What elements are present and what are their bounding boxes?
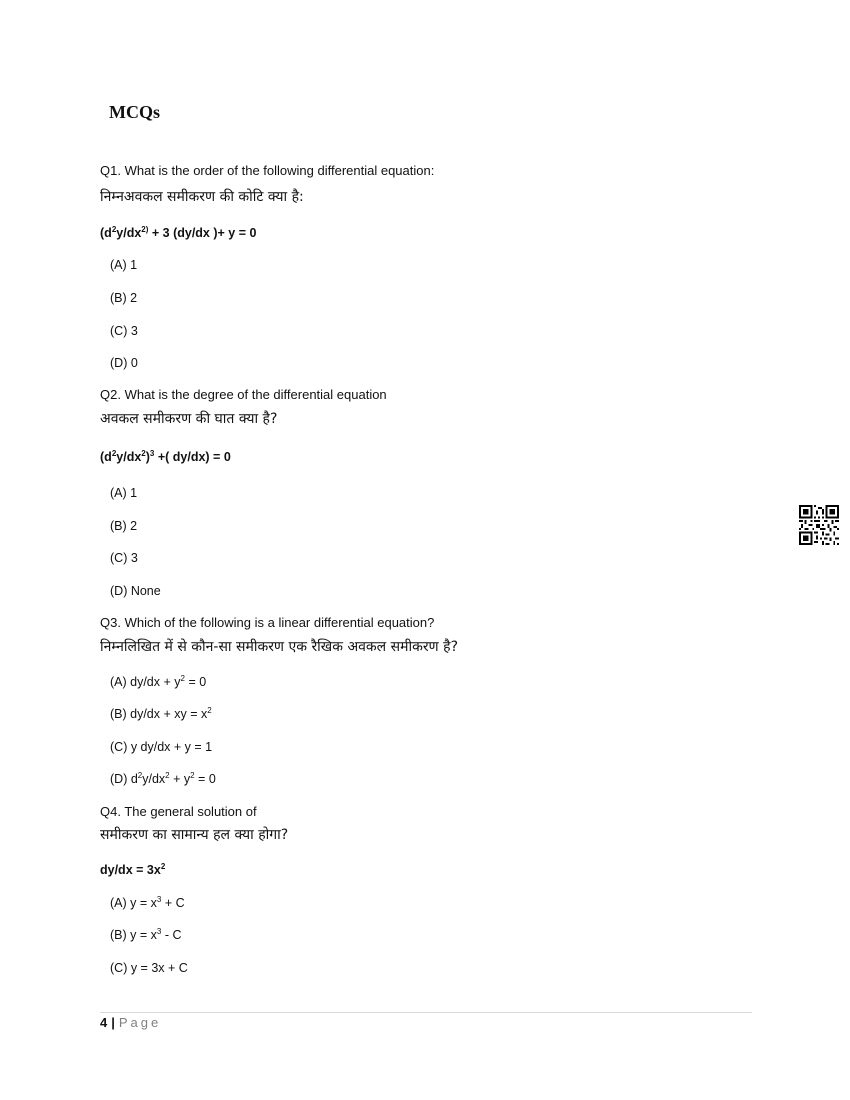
question-1-text: Q1. What is the order of the following differential equation:	[100, 163, 435, 178]
question-1-equation: ($d^2y/dx^{2)} + 3$ (dy/dx )+ y = 0	[100, 224, 257, 240]
question-4-option-b: (B) $y = x^3 - C$	[110, 926, 182, 942]
page-title: MCQs	[109, 102, 160, 122]
page-label: Page	[118, 1015, 162, 1030]
footer-divider	[100, 1012, 752, 1013]
question-3-option-d: (D) $d^2y/dx^2 + y^2 = 0$	[110, 770, 216, 786]
question-4-equation: $dy/dx = 3x^2$	[100, 861, 166, 877]
question-3-hindi: निम्नलिखित में से कौन-सा समीकरण एक रैखिक अवकल समीकरण है?	[100, 639, 458, 655]
qr-code-icon	[799, 505, 839, 545]
question-1-option-b: (B) 2	[110, 291, 138, 305]
question-3-option-a: (A) $dy/dx + y^2 = 0$	[110, 673, 207, 689]
question-2-option-b: (B) 2	[110, 519, 138, 533]
page-number: 4	[100, 1015, 108, 1030]
question-2-text: Q2. What is the degree of the differential equation	[100, 387, 387, 402]
question-3-option-c: (C) y dy/dx + y = 1	[110, 740, 213, 754]
question-4-option-a: (A) $y = x^3 + C$	[110, 894, 185, 910]
question-2-option-c: (C) 3	[110, 551, 138, 565]
page-footer	[100, 1015, 161, 1030]
question-4-text: Q4. The general solution of	[100, 804, 257, 819]
question-4-option-c: (C) y = 3x + C	[110, 961, 188, 975]
question-3-text: Q3. Which of the following is a linear differential equation?	[100, 615, 435, 630]
question-3-option-b: (B) dy/dx + xy = $x^2$	[110, 705, 212, 721]
footer-separator: |	[111, 1015, 115, 1030]
question-2-equation: $(d^2y/dx^2)^3$ +( dy/dx) = 0	[100, 448, 231, 464]
question-1-option-d: (D) 0	[110, 356, 138, 370]
question-4-hindi: समीकरण का सामान्य हल क्या होगा?	[100, 827, 289, 843]
question-2-option-d: (D) None	[110, 584, 161, 598]
question-1-option-c: (C) 3	[110, 324, 138, 338]
question-1-hindi: निम्नअवकल समीकरण की कोटि क्या है:	[100, 189, 304, 205]
question-1-option-a: (A) 1	[110, 258, 138, 272]
question-2-option-a: (A) 1	[110, 486, 138, 500]
question-2-hindi: अवकल समीकरण की घात क्या है?	[100, 411, 278, 427]
